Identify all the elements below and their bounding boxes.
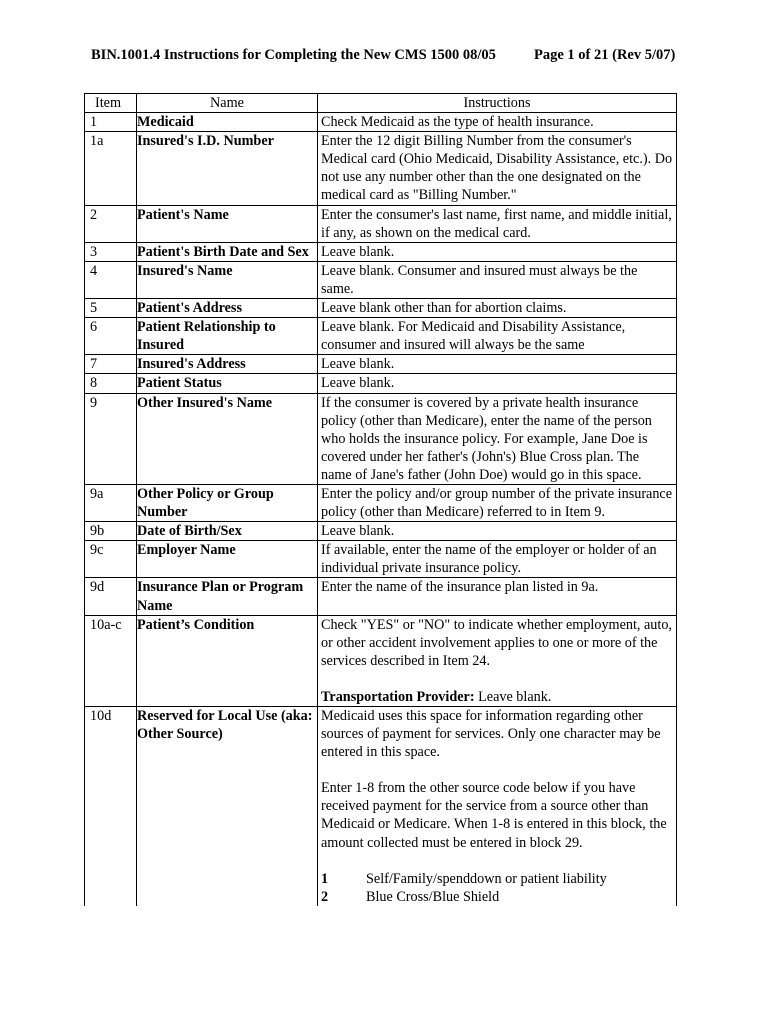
column-header-item: Item bbox=[85, 94, 137, 113]
row-item: 5 bbox=[85, 299, 137, 318]
row-name: Medicaid bbox=[137, 113, 318, 132]
source-code-item bbox=[321, 888, 673, 906]
row-name: Employer Name bbox=[137, 541, 318, 578]
transport-text: Leave blank. bbox=[474, 688, 552, 705]
row-item: 1 bbox=[85, 113, 137, 132]
table-row bbox=[85, 113, 677, 132]
row-instructions: Leave blank. bbox=[318, 374, 677, 393]
table-row bbox=[85, 522, 677, 541]
instructions-table bbox=[84, 93, 677, 906]
row-name: Patient’s Condition bbox=[137, 615, 318, 706]
row-instructions: Leave blank other than for abortion claims. bbox=[318, 299, 677, 318]
instruction-text: Check "YES" or "NO" to indicate whether employment, auto, or other accident involvement applies to one or more of the services described in Item 24. bbox=[321, 616, 672, 669]
row-name: Patient's Name bbox=[137, 205, 318, 242]
row-instructions: Enter the 12 digit Billing Number from the consumer's Medical card (Ohio Medicaid, Disability Assistance, etc.). Do not use any number other than the one designated on the medical card as "Billing Number." bbox=[318, 132, 677, 205]
row-name: Other Insured's Name bbox=[137, 393, 318, 484]
row-instructions: Leave blank. bbox=[318, 355, 677, 374]
document-header bbox=[91, 47, 691, 64]
table-row bbox=[85, 578, 677, 615]
source-code-number: 1 bbox=[321, 870, 329, 887]
table-row bbox=[85, 242, 677, 261]
document-title: BIN.1001.4 Instructions for Completing the New CMS 1500 08/05 bbox=[91, 47, 496, 63]
row-item: 7 bbox=[85, 355, 137, 374]
source-code-label: Blue Cross/Blue Shield bbox=[366, 888, 500, 905]
table-row bbox=[85, 374, 677, 393]
row-instructions bbox=[318, 615, 677, 706]
row-item: 2 bbox=[85, 205, 137, 242]
row-instructions: If the consumer is covered by a private health insurance policy (other than Medicare), enter the name of the person who holds the insurance policy. For example, Jane Doe is covered under her father's (John's) Blue Cross plan. The name of Jane's father (John Doe) would go in this space. bbox=[318, 393, 677, 484]
table-row bbox=[85, 393, 677, 484]
row-item: 9c bbox=[85, 541, 137, 578]
row-instructions: Enter the policy and/or group number of the private insurance policy (other than Medicare) referred to in Item 9. bbox=[318, 484, 677, 521]
row-item: 9 bbox=[85, 393, 137, 484]
row-name: Patient Status bbox=[137, 374, 318, 393]
row-name: Insured's Address bbox=[137, 355, 318, 374]
table-row bbox=[85, 707, 677, 906]
row-name: Patient Relationship to Insured bbox=[137, 318, 318, 355]
table-row bbox=[85, 615, 677, 706]
row-item: 8 bbox=[85, 374, 137, 393]
table-row bbox=[85, 541, 677, 578]
row-item: 10d bbox=[85, 707, 137, 906]
row-instructions: Leave blank. For Medicaid and Disability Assistance, consumer and insured will always be the same bbox=[318, 318, 677, 355]
table-header-row bbox=[85, 94, 677, 113]
column-header-instructions: Instructions bbox=[318, 94, 677, 113]
row-name: Insured's I.D. Number bbox=[137, 132, 318, 205]
instruction-paragraph-1: Medicaid uses this space for information regarding other sources of payment for services. Only one character may be entered in this space. bbox=[321, 708, 661, 761]
row-instructions bbox=[318, 707, 677, 906]
row-instructions: Enter the name of the insurance plan listed in 9a. bbox=[318, 578, 677, 615]
row-name: Patient's Address bbox=[137, 299, 318, 318]
source-code-number: 2 bbox=[321, 888, 329, 905]
row-name: Patient's Birth Date and Sex bbox=[137, 242, 318, 261]
row-instructions: Enter the consumer's last name, first name, and middle initial, if any, as shown on the medical card. bbox=[318, 205, 677, 242]
row-item: 9d bbox=[85, 578, 137, 615]
page-indicator: Page 1 of 21 (Rev 5/07) bbox=[534, 47, 676, 63]
row-instructions: Leave blank. bbox=[318, 242, 677, 261]
row-name: Insured's Name bbox=[137, 261, 318, 298]
row-item: 6 bbox=[85, 318, 137, 355]
row-name: Reserved for Local Use (aka: Other Source) bbox=[137, 707, 318, 906]
row-name: Other Policy or Group Number bbox=[137, 484, 318, 521]
transport-note bbox=[321, 688, 673, 706]
table-row bbox=[85, 318, 677, 355]
table-row bbox=[85, 261, 677, 298]
row-item: 10a-c bbox=[85, 615, 137, 706]
table-row bbox=[85, 355, 677, 374]
row-item: 4 bbox=[85, 261, 137, 298]
row-item: 1a bbox=[85, 132, 137, 205]
transport-label: Transportation Provider: bbox=[321, 688, 475, 705]
table-row bbox=[85, 205, 677, 242]
instruction-paragraph-2: Enter 1-8 from the other source code below if you have received payment for the service from a source other than Medicaid or Medicare. When 1-8 is entered in this block, the amount collected must be entered in block 29. bbox=[321, 780, 667, 851]
row-instructions: Leave blank. Consumer and insured must always be the same. bbox=[318, 261, 677, 298]
column-header-name: Name bbox=[137, 94, 318, 113]
row-instructions: If available, enter the name of the employer or holder of an individual private insurance policy. bbox=[318, 541, 677, 578]
row-item: 9b bbox=[85, 522, 137, 541]
row-instructions: Leave blank. bbox=[318, 522, 677, 541]
table-row bbox=[85, 484, 677, 521]
row-name: Insurance Plan or Program Name bbox=[137, 578, 318, 615]
table-row bbox=[85, 132, 677, 205]
source-code-item bbox=[321, 870, 673, 888]
row-name: Date of Birth/Sex bbox=[137, 522, 318, 541]
table-row bbox=[85, 299, 677, 318]
row-item: 3 bbox=[85, 242, 137, 261]
row-item: 9a bbox=[85, 484, 137, 521]
source-code-label: Self/Family/spenddown or patient liability bbox=[366, 870, 607, 887]
row-instructions: Check Medicaid as the type of health insurance. bbox=[318, 113, 677, 132]
